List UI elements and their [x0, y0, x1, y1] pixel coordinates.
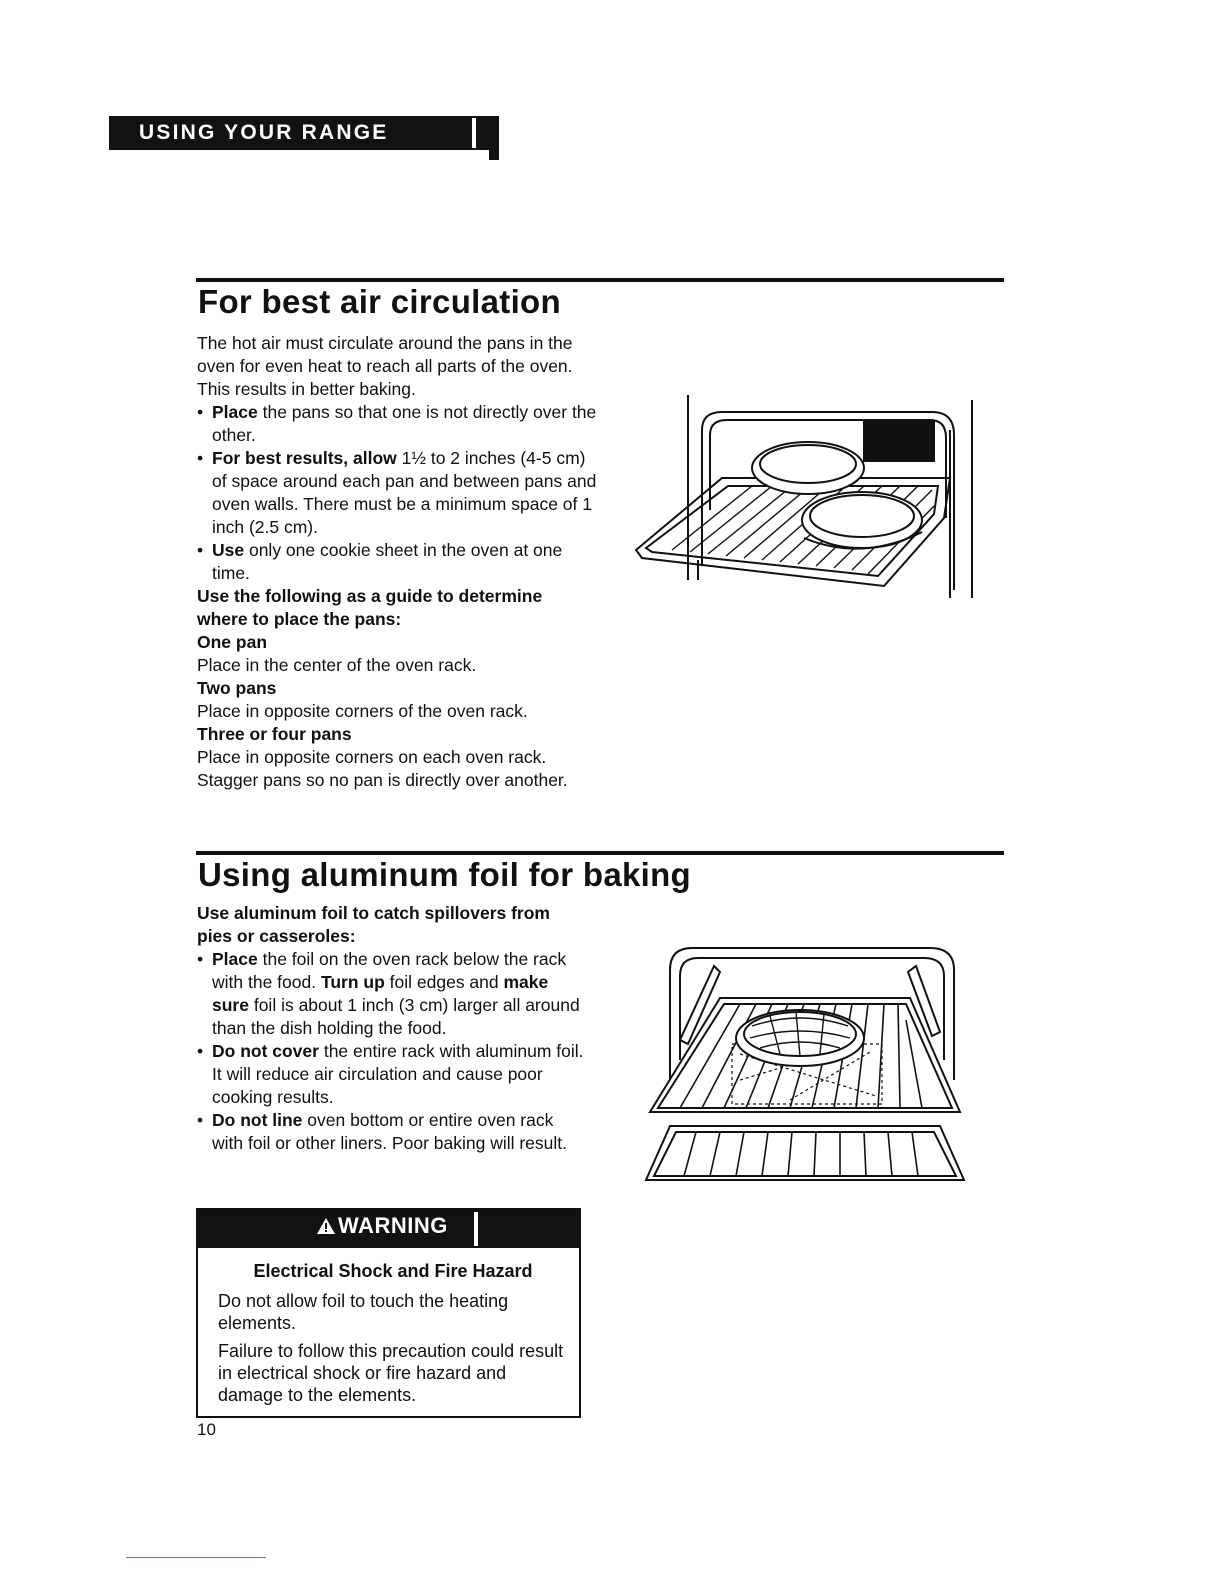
list-item: • Use only one cookie sheet in the oven at one time.: [197, 539, 597, 585]
warning-label: WARNING: [316, 1213, 448, 1239]
placement-label: One pan: [197, 632, 268, 652]
banner-separator: [472, 118, 476, 148]
placement-text: Place in opposite corners on each oven rack. Stagger pans so no pan is directly over another.: [197, 747, 568, 790]
warning-header: [198, 1210, 579, 1248]
warning-box: [196, 1208, 581, 1418]
section-banner: [109, 116, 497, 150]
section-rule: [196, 851, 1004, 855]
aluminum-foil-intro: Use aluminum foil to catch spillovers from pies or casseroles:: [197, 903, 550, 946]
warning-content: [218, 1260, 568, 1406]
footer-rule: [126, 1557, 266, 1558]
list-item: • For best results, allow 1½ to 2 inches (4-5 cm) of space around each pan and between pans and oven walls. There must be a minimum space of 1 inch (2.5 cm).: [197, 447, 597, 539]
banner-label: USING YOUR RANGE: [139, 121, 389, 144]
section-title-air-circulation: For best air circulation: [198, 283, 561, 320]
section-rule: [196, 278, 1004, 282]
warning-paragraph: Do not allow foil to touch the heating elements.: [218, 1291, 509, 1333]
guide-heading: Use the following as a guide to determine where to place the pans:: [197, 586, 543, 629]
warning-separator: [474, 1212, 478, 1246]
page-number: 10: [197, 1420, 216, 1439]
list-item: • Do not cover the entire rack with aluminum foil. It will reduce air circulation and cause poor cooking results.: [197, 1040, 587, 1109]
air-circulation-intro: The hot air must circulate around the pans in the oven for even heat to reach all parts of the oven. This results in better baking.: [197, 333, 573, 399]
banner-tab: [489, 116, 499, 160]
placement-text: Place in opposite corners of the oven rack.: [197, 701, 528, 721]
placement-label: Three or four pans: [197, 724, 352, 744]
warning-triangle-icon: [316, 1217, 336, 1235]
list-item: • Place the foil on the oven rack below the rack with the food. Turn up foil edges and make sure foil is about 1 inch (3 cm) larger all around than the dish holding the food.: [197, 948, 587, 1040]
air-circulation-text: [197, 332, 597, 792]
oven-rack-foil-illustration: [640, 940, 970, 1190]
placement-text: Place in the center of the oven rack.: [197, 655, 477, 675]
warning-paragraph: Failure to follow this precaution could result in electrical shock or fire hazard and damage to the elements.: [218, 1341, 564, 1405]
warning-title: Electrical Shock and Fire Hazard: [253, 1261, 533, 1281]
list-item: • Do not line oven bottom or entire oven rack with foil or other liners. Poor baking will result.: [197, 1109, 587, 1155]
section-title-aluminum-foil: Using aluminum foil for baking: [198, 856, 692, 893]
aluminum-foil-text: [197, 902, 587, 1155]
oven-rack-two-pans-illustration: [632, 390, 982, 605]
list-item: • Place the pans so that one is not directly over the other.: [197, 401, 597, 447]
placement-label: Two pans: [197, 678, 277, 698]
